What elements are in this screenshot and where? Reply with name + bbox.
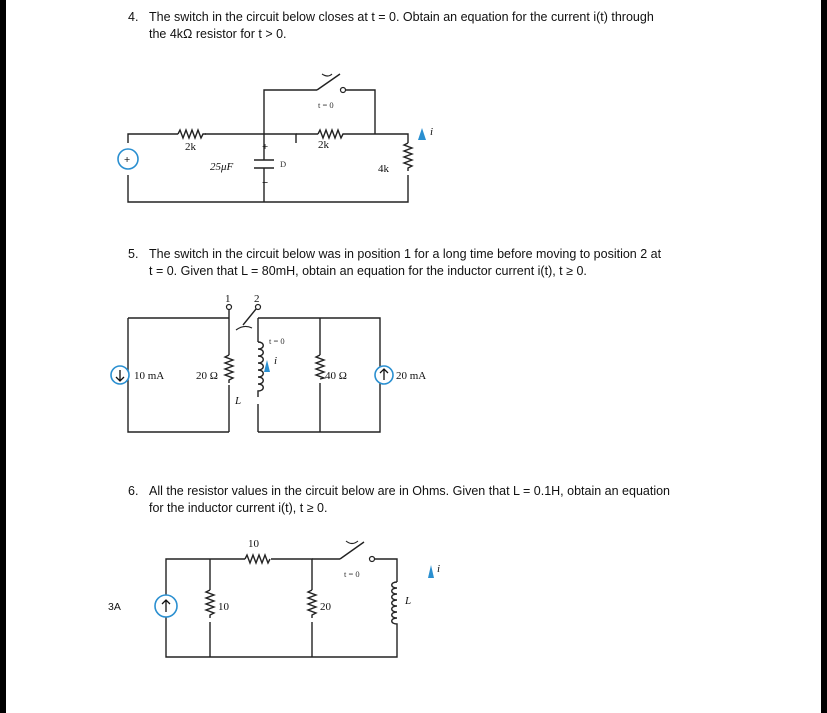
problem-5-line1: The switch in the circuit below was in position 1 for a long time before moving to position 2 at	[149, 247, 662, 261]
c6-switch-blade-icon	[340, 542, 364, 559]
c5-pos1-label: 1	[225, 293, 231, 305]
c4-r-right-label: 4k	[378, 163, 389, 175]
c5-src-right-label: 20 mA	[396, 370, 427, 382]
c4-cap-plus: +	[262, 141, 269, 153]
c5-inductor-icon	[258, 342, 263, 397]
c6-switch-arrow-icon	[346, 541, 358, 544]
c6-r1-label: 10	[218, 601, 229, 613]
problem-6-line2: for the inductor current i(t), t ≥ 0.	[149, 501, 328, 515]
c6-current-arrow-icon	[428, 565, 434, 578]
problem-4-number: 4.	[128, 10, 139, 24]
problem-5-number: 5.	[128, 247, 139, 261]
c6-resistor-10-icon	[206, 590, 214, 618]
c5-switch-blade-icon	[243, 309, 256, 325]
c6-r-top-label: 10	[248, 538, 259, 550]
c5-r-right-label: 40 Ω	[325, 370, 347, 382]
c4-wire-upper	[264, 90, 317, 134]
c4-switch-contact-icon	[341, 88, 346, 93]
c6-resistor-20-icon	[308, 590, 316, 618]
c6-switch-label: t = 0	[344, 569, 360, 579]
c4-wire-switch-out	[343, 90, 375, 134]
c6-switch-contact-icon	[370, 557, 375, 562]
c5-switch-label: t = 0	[269, 336, 285, 346]
c4-switch-label: t = 0	[318, 100, 334, 110]
c5-current-arrow-icon	[264, 360, 270, 372]
c4-current-arrow-icon	[418, 128, 426, 140]
c6-inductor-icon	[392, 582, 397, 630]
c6-wire-top	[166, 559, 312, 595]
c4-capacitor-icon	[254, 160, 274, 168]
c6-inductor-label: L	[405, 595, 412, 607]
c5-current-label: i	[274, 355, 278, 367]
c5-src-left-label: 10 mA	[134, 370, 165, 382]
c4-resistor-left-icon	[178, 130, 206, 138]
circuit-5	[111, 293, 426, 432]
problem-4-line1: The switch in the circuit below closes at t = 0. Obtain an equation for the current i(t) through	[149, 10, 654, 24]
circuit-6	[108, 538, 440, 657]
problem-6-line1: All the resistor values in the circuit below are in Ohms. Given that L = 0.1H, obtain an equation	[149, 484, 670, 498]
c6-resistor-top-icon	[245, 555, 270, 563]
c4-r-left-label: 2k	[185, 141, 196, 153]
c4-switch-arrow-icon	[322, 74, 332, 76]
c5-resistor-40-icon	[316, 355, 324, 379]
c5-contact-1-icon	[227, 305, 232, 310]
c5-wire-left-top	[128, 318, 229, 355]
problem-6-number: 6.	[128, 484, 139, 498]
c5-r-left-label: 20 Ω	[196, 370, 218, 382]
c4-source-plus: +	[124, 154, 131, 166]
c5-pos2-label: 2	[254, 293, 260, 305]
c5-resistor-20-icon	[225, 355, 233, 383]
c5-inductor-label: L	[235, 395, 242, 407]
c5-contact-2-icon	[256, 305, 261, 310]
c4-resistor-mid-icon	[318, 130, 345, 138]
c4-cap-label: D	[280, 159, 287, 169]
c4-current-label: i	[430, 126, 434, 138]
circuit-4	[118, 74, 433, 202]
c4-wire-mid	[296, 134, 408, 143]
c4-cap-minus: −	[262, 177, 269, 189]
problem-5-line2: t = 0. Given that L = 80mH, obtain an equation for the inductor current i(t), t ≥ 0.	[149, 264, 587, 278]
c5-switch-arrow-icon	[236, 326, 252, 330]
c6-current-label: i	[437, 563, 441, 575]
c6-wire-bottom	[166, 617, 397, 657]
c6-src-label: 3A	[108, 601, 121, 613]
problem-4-line2: the 4kΩ resistor for t > 0.	[149, 27, 287, 41]
c6-r2-label: 20	[320, 601, 331, 613]
c4-wire-top-left	[128, 134, 296, 143]
c4-resistor-right-icon	[404, 143, 412, 171]
c6-wire-switch-out	[372, 559, 397, 582]
c4-r-mid-label: 2k	[318, 139, 329, 151]
c4-cap-value: 25μF	[210, 161, 234, 173]
